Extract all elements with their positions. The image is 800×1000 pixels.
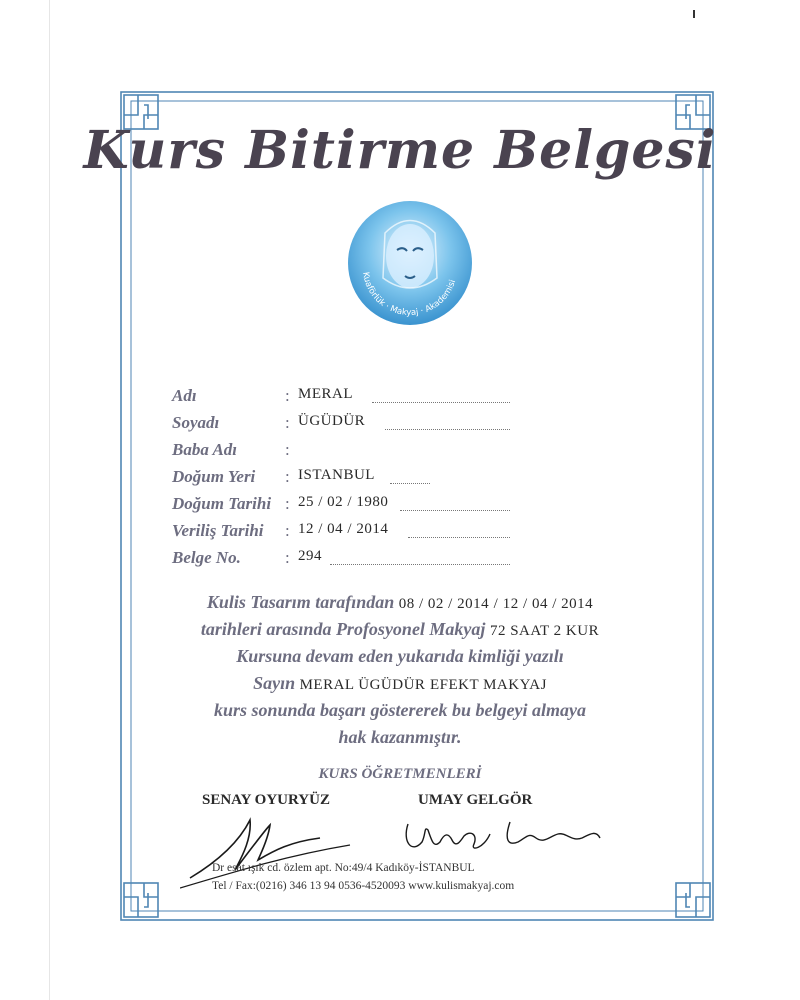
footer-address: Dr esat ışık cd. özlem apt. No:49/4 Kadıköy-İSTANBUL <box>212 862 475 874</box>
body-text: Kulis Tasarım tarafından <box>206 592 395 612</box>
field-colon: : <box>285 386 290 405</box>
end-date: 12 / 04 / 2014 <box>502 596 594 612</box>
start-date: 08 / 02 / 2014 <box>398 596 490 612</box>
footer-contact: Tel / Fax:(0216) 346 13 94 0536-4520093 www.kulismakyaj.com <box>212 880 515 892</box>
field-dotted-line <box>385 429 510 430</box>
course-duration: 72 SAAT 2 KUR <box>489 623 600 639</box>
field-colon: : <box>285 467 290 486</box>
field-label: Baba Adı <box>172 440 238 459</box>
body-line-5: kurs sonunda başarı göstererek bu belgeyi almaya <box>213 700 587 720</box>
field-value: MERAL <box>298 386 353 402</box>
course-name: EFEKT MAKYAJ <box>429 677 547 693</box>
field-colon: : <box>285 548 290 567</box>
field-value: 25 / 02 / 1980 <box>298 494 389 510</box>
field-dotted-line <box>330 564 510 565</box>
teachers-heading: KURS ÖĞRETMENLERİ <box>318 766 482 782</box>
corner-ornament-bottom-left <box>124 883 158 917</box>
academy-logo <box>345 198 475 328</box>
date-separator: / <box>493 596 499 612</box>
field-value: ÜGÜDÜR <box>298 413 366 429</box>
body-line-6: hak kazanmıştır. <box>338 727 462 747</box>
signature-right <box>400 812 620 862</box>
field-label: Doğum Yeri <box>172 467 256 486</box>
logo-text: Kuaförlük · Makyaj · Akademisi <box>360 271 459 319</box>
field-label: Soyadı <box>172 413 220 432</box>
field-value: 294 <box>298 548 322 564</box>
teacher-name: UMAY GELGÖR <box>418 792 533 808</box>
teacher-name: SENAY OYURYÜZ <box>202 792 330 808</box>
recipient-name: MERAL ÜGÜDÜR <box>299 677 426 693</box>
field-colon: : <box>285 440 290 459</box>
field-colon: : <box>285 521 290 540</box>
body-line-2 <box>0 619 800 640</box>
field-label: Doğum Tarihi <box>172 494 272 513</box>
field-dotted-line <box>390 483 430 484</box>
body-text: Sayın <box>253 673 296 693</box>
corner-ornament-bottom-right <box>676 883 710 917</box>
signature-left <box>180 800 360 890</box>
body-line-1 <box>0 592 800 613</box>
field-label: Belge No. <box>172 548 241 567</box>
body-line-4 <box>0 673 800 694</box>
field-value: 12 / 04 / 2014 <box>298 521 389 537</box>
field-label: Adı <box>172 386 197 405</box>
body-text: tarihleri arasında Profosyonel Makyaj <box>200 619 486 639</box>
certificate-title: Kurs Bitirme Belgesi <box>83 120 717 181</box>
field-value: ISTANBUL <box>298 467 375 483</box>
field-label: Veriliş Tarihi <box>172 521 264 540</box>
body-line-3: Kursuna devam eden yukarıda kimliği yazılı <box>236 646 564 666</box>
field-colon: : <box>285 494 290 513</box>
field-colon: : <box>285 413 290 432</box>
field-dotted-line <box>400 510 510 511</box>
field-dotted-line <box>408 537 510 538</box>
field-dotted-line <box>372 402 510 403</box>
